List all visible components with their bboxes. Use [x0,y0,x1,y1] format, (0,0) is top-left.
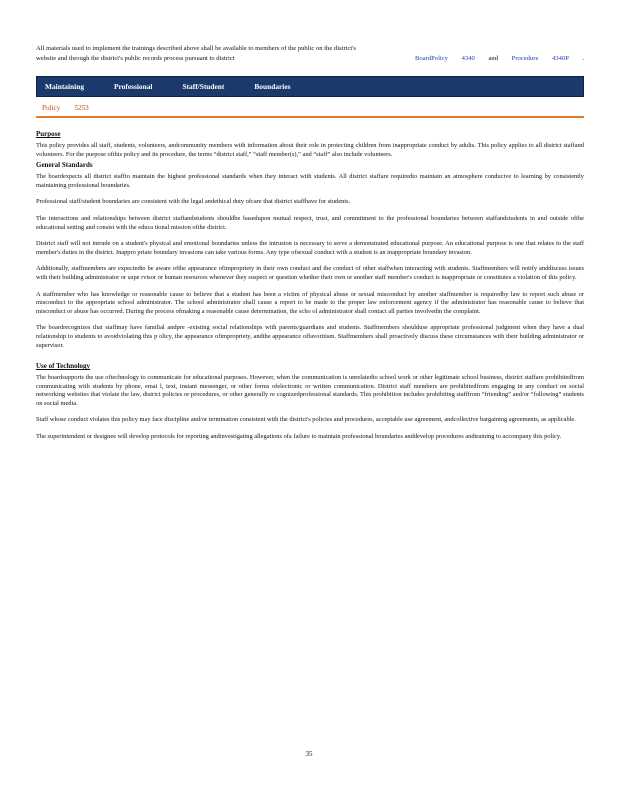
general-paragraph-1: The boardexpects all district staffto maintain the highest professional standards when they interact with students. All district staffare requiredto maintain an atmosphere conducive to learning by consistently maintaining professional boundaries. [36,173,584,189]
general-paragraph-2: Professional staff/student boundaries are consistent with the legal andethical duty ofcare that district staffhave for students. [36,198,351,206]
general-standards-heading: General Standards [36,161,93,170]
banner-word-3: Staff/Student [182,82,225,91]
general-paragraph-5: Additionally, staffmembers are expectedto be aware ofthe appearance ofimpropriety in their own conduct and the conduct of other staffwhen interacting with students. Staffmembers will notify anddiscuss issues with their building administrator or supe rvisor or human resources whenever they suspect or question whether their own or another staff member's conduct is inappropriate or constitutes a violation of this policy. [36,265,584,281]
banner-word-2: Professional [114,82,153,91]
page-number: 35 [305,750,313,758]
general-paragraph-6: A staffmember who has knowledge or reasonable cause to believe that a student has been a victim of physical abuse or sexual misconduct by another staffmember is requiredby law to report such abuse or misconduct to the appropriate school administrator. The school administrator shall cause a report to be made to the proper law enforcement agency if the administrator has reasonable cause to believe that misconduct or abuse has occurred. During the process ofmaking a reasonable cause determination, the scho ol administrator shall contact all parties involvedin the complaint. [36,290,584,315]
policy-number: 5253 [74,103,89,112]
board-policy-link[interactable]: BoardPolicy [415,55,448,62]
board-policy-number[interactable]: 4340 [461,55,475,62]
ref-and: and [488,55,499,62]
purpose-paragraph: This policy provides all staff, students, volunteers, andcommunity members with information about their role in protecting children from inappropriate conduct by adults. This policy applies to all district staffand volunteers. For the purpose ofthis policy and its procedure, the terms “district staff,” “staff member(s),” and “staff” also include volunteers. [36,142,584,158]
ref-end: . [582,55,584,62]
general-paragraph-4: District staff will not intrude on a student's physical and emotional boundaries unless the intrusion is necessary to serve a demonstrated educational purpose. An educational purpose is one that relates to the staff member's duties in the district. Inappro priate boundary invasions can take various forms. Any type ofsexual conduct with a student is an inappropriate boundary invasion. [36,240,584,256]
technology-paragraph-2: Staff whose conduct violates this policy may face discipline and/or termination consistent with the district's policies and procedures, acceptable use agreement, andcollective bargaining agreements, as applicable. [36,416,576,424]
banner-word-1: Maintaining [45,82,85,91]
technology-paragraph-3: The superintendent or designee will develop protocols for reporting andinvestigating allegations ofa failure to maintain professional boundaries anddevelop procedures andtraining to accompany this policy. [36,433,562,441]
policy-title-banner [36,76,584,97]
technology-heading: Use of Technology [36,362,91,371]
procedure-number[interactable]: 4340P [552,55,569,62]
banner-word-4: Boundaries [254,82,291,91]
technology-paragraph-1: The boardsupports the use oftechnology to communicate for educational purposes. However, when the communication is unrelatedto school work or other legitimate school business, district staffare prohibitedfrom communicating with students by phone, emai l, text, instant messenger, or other forms ofelectronic or written communication. District staff members are prohibitedfrom engaging in any conduct on social networking websites that violate the law, district policies or procedures, or other generally re cognizedprofessional standards. This prohibition includes prohibiting stafffrom “friending” and/or “following” students on social media. [36,374,584,407]
policy-label: Policy [42,103,61,112]
intro-paragraph [36,44,584,64]
intro-line-2: website and through the district's public records process pursuant to district [36,55,235,62]
general-paragraph-7: The boardrecognizes that staffmay have familial andpre -existing social relationships with parents/guardians and students. Staffmembers shoulduse appropriate professional judgment when they have a dual relationship to students to avoidviolating this p olicy, the appearance ofimpropriety, andthe appearance offavoritism. Staffmembers shall proactively discuss these circumstances with their building administrator or supervisor. [36,324,584,349]
policy-references [403,54,584,64]
purpose-heading: Purpose [36,130,61,138]
procedure-link[interactable]: Procedure [511,55,539,62]
policy-number-bar [36,99,584,118]
intro-line-1: All materials used to implement the trainings described above shall be available to members of the public on the district's [36,45,356,52]
general-paragraph-3: The interactions and relationships between district staffandstudents shouldbe basedupon mutual respect, trust, and commitment to the professional boundaries between staffandstudents in and outside ofthe educational setting and consist with the educa tional mission ofthe district. [36,214,584,231]
document-page [36,44,584,450]
